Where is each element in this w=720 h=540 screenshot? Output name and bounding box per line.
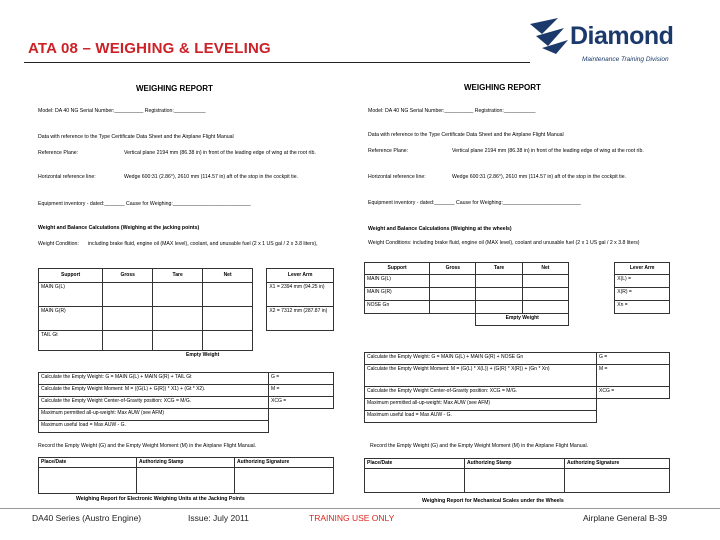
right-weighing-grid <box>364 262 670 326</box>
right-weighing-report <box>364 80 674 510</box>
left-ref-plane-value: Vertical plane 2194 mm (86.38 in) in front of the leading edge of wing at the root rib. <box>124 150 316 156</box>
right-calc-table <box>364 352 670 423</box>
right-data-reference: Data with reference to the Type Certificate Data Sheet and the Airplane Flight Manual <box>368 132 564 138</box>
calc-result[interactable]: M = <box>269 385 334 397</box>
table-gap <box>569 301 615 314</box>
calc-result[interactable]: M = <box>597 365 670 387</box>
left-empty-weight-label: Empty Weight <box>186 352 220 358</box>
left-report-caption: Weighing Report for Electronic Weighing Units at the Jacking Points <box>76 496 245 502</box>
table-blank <box>365 314 476 326</box>
sign-cell-place[interactable] <box>365 469 465 493</box>
calc-text: Calculate the Empty Weight: G = MAIN G(L) + MAIN G(R) + TAIL Gt <box>39 373 269 385</box>
table-cell-tare[interactable] <box>476 275 522 288</box>
slide-title: ATA 08 – WEIGHING & LEVELING <box>28 40 271 57</box>
left-weight-condition-label: Weight Condition: <box>38 241 79 247</box>
diamond-logo <box>528 16 708 70</box>
table-cell-net[interactable] <box>203 307 253 331</box>
logo-wordmark: Diamond <box>570 22 674 50</box>
table-cell-lever: X(L) = <box>615 275 670 288</box>
left-calc-heading: Weight and Balance Calculations (Weighing at the jacking points) <box>38 225 200 231</box>
sign-header: Place/Date <box>365 459 465 469</box>
table-gap <box>569 263 615 275</box>
calc-result[interactable]: XCG = <box>269 397 334 409</box>
sign-header: Place/Date <box>39 458 137 468</box>
table-blank <box>39 351 153 365</box>
table-cell-lever: Xn = <box>615 301 670 314</box>
right-model-line: Model: DA 40 NG Serial Number:__________ Registration:___________ <box>368 108 536 114</box>
left-record-line: Record the Empty Weight (G) and the Empty Weight Moment (M) in the Airplane Flight Manual. <box>38 443 257 449</box>
table-header: Gross <box>103 269 153 283</box>
calc-result <box>597 399 670 411</box>
calc-text: Calculate the Empty Weight Center-of-Gravity position: XCG = M/G. <box>365 387 597 399</box>
left-report-heading: WEIGHING REPORT <box>136 84 213 93</box>
right-ref-plane-value: Vertical plane 2194 mm (86.38 in) in front of the leading edge of wing at the root rib. <box>452 148 644 154</box>
right-horizontal-label: Horizontal reference line: <box>368 174 426 180</box>
right-report-caption: Weighing Report for Mechanical Scales under the Wheels <box>422 498 564 504</box>
table-header: Gross <box>430 263 476 275</box>
diamond-swoosh-icon <box>528 16 572 56</box>
table-header: Support <box>39 269 103 283</box>
calc-result[interactable]: G = <box>269 373 334 385</box>
table-gap <box>569 288 615 301</box>
table-gap <box>253 283 267 307</box>
calc-result <box>269 421 334 433</box>
table-blank <box>569 314 670 326</box>
table-cell-tare[interactable] <box>153 283 203 307</box>
calc-text: Calculate the Empty Weight Moment: M = (G(L) * X(L)) + (G(R) * X(R)) + (Gn * Xn) <box>365 365 597 387</box>
footer-issue: Issue: July 2011 <box>188 513 249 523</box>
left-model-line: Model: DA 40 NG Serial Number:__________ Registration:___________ <box>38 108 206 114</box>
sign-cell-stamp[interactable] <box>137 468 235 494</box>
left-ref-plane-label: Reference Plane: <box>38 150 79 156</box>
table-cell-gross[interactable] <box>430 275 476 288</box>
sign-header: Authorizing Stamp <box>137 458 235 468</box>
sign-cell-place[interactable] <box>39 468 137 494</box>
calc-text: Maximum useful load = Max AUW - G. <box>365 411 597 423</box>
table-cell-lever <box>267 331 334 351</box>
table-cell-tare[interactable] <box>476 301 522 314</box>
right-signature-table <box>364 458 670 493</box>
sign-header: Authorizing Signature <box>235 458 334 468</box>
right-equipment-line: Equipment inventory - dated:_______ Cause for Weighing:___________________________ <box>368 200 581 206</box>
left-signature-table <box>38 457 334 494</box>
calc-text: Calculate the Empty Weight Moment: M = ((G(L) + G(R)) * X1) + (Gt * X2). <box>39 385 269 397</box>
table-cell-support: NOSE Gn <box>365 301 430 314</box>
table-cell-support: TAIL Gt <box>39 331 103 351</box>
table-header: Lever Arm <box>615 263 670 275</box>
table-cell-lever: X(R) = <box>615 288 670 301</box>
right-weighing-table <box>364 242 670 256</box>
footer-series: DA40 Series (Austro Engine) <box>32 513 142 523</box>
table-cell-lever: X1 = 2394 mm (94.25 in) <box>267 283 334 307</box>
title-underline <box>24 62 530 63</box>
calc-result[interactable]: XCG = <box>597 387 670 399</box>
footer-divider <box>0 508 720 509</box>
left-data-reference: Data with reference to the Type Certificate Data Sheet and the Airplane Flight Manual <box>38 134 234 140</box>
left-weight-condition-value: including brake fluid, engine oil (MAX level), coolant, and unusable fuel (2 x 1 US gal / 2 x 3.8 liters), <box>88 241 318 247</box>
calc-result[interactable]: G = <box>597 353 670 365</box>
left-weighing-report <box>34 80 334 510</box>
right-record-line: Record the Empty Weight (G) and the Empty Weight Moment (M) in the Airplane Flight Manual. <box>370 443 589 449</box>
table-cell-tare[interactable] <box>153 331 203 351</box>
table-cell-net[interactable] <box>203 331 253 351</box>
table-header: Tare <box>153 269 203 283</box>
calc-result <box>597 411 670 423</box>
table-cell-support: MAIN G(L) <box>365 275 430 288</box>
calc-text: Maximum permitted all-up-weight: Max AUW (see AFM) <box>39 409 269 421</box>
table-cell-gross[interactable] <box>430 301 476 314</box>
sign-cell-stamp[interactable] <box>465 469 565 493</box>
right-weight-condition: Weight Conditions: including brake fluid, engine oil (MAX level), coolant and unusable fuel (2 x 1 US gal / 2 x 3.8 liters) <box>368 240 640 246</box>
right-horizontal-value: Wedge 600:31 (2.86°), 2610 mm (114.57 in) aft of the stop in the cockpit tie. <box>452 174 627 180</box>
right-ref-plane-label: Reference Plane: <box>368 148 409 154</box>
calc-text: Maximum permitted all-up-weight: Max AUW (see AFM) <box>365 399 597 411</box>
left-horizontal-value: Wedge 600:31 (2.86°), 2610 mm (114.57 in) aft of the stop in the cockpit tie. <box>124 174 299 180</box>
table-cell-tare[interactable] <box>153 307 203 331</box>
calc-text: Calculate the Empty Weight: G = MAIN G(L) + MAIN G(R) + NOSE Gn <box>365 353 597 365</box>
table-cell-support: MAIN G(L) <box>39 283 103 307</box>
table-cell-net[interactable] <box>522 288 568 301</box>
left-calc-table <box>38 372 334 433</box>
table-gap <box>253 307 267 331</box>
left-weighing-table <box>38 268 334 365</box>
table-cell-gross[interactable] <box>103 331 153 351</box>
table-gap <box>253 331 267 351</box>
table-cell-net[interactable] <box>203 283 253 307</box>
sign-cell-signature[interactable] <box>565 469 670 493</box>
table-header: Net <box>203 269 253 283</box>
sign-header: Authorizing Signature <box>565 459 670 469</box>
table-blank <box>253 351 334 365</box>
table-header: Support <box>365 263 430 275</box>
logo-subtitle: Maintenance Training Division <box>582 56 669 63</box>
footer-page-label: Airplane General B-39 <box>583 513 668 523</box>
calc-result <box>269 409 334 421</box>
table-header: Lever Arm <box>267 269 334 283</box>
sign-cell-signature[interactable] <box>235 468 334 494</box>
table-header: Net <box>522 263 568 275</box>
table-gap <box>569 275 615 288</box>
calc-text: Calculate the Empty Weight Center-of-Gravity position: XCG = M/G. <box>39 397 269 409</box>
table-cell-tare[interactable] <box>476 288 522 301</box>
left-horizontal-label: Horizontal reference line: <box>38 174 96 180</box>
table-cell-net[interactable] <box>522 301 568 314</box>
table-cell-support: MAIN G(R) <box>39 307 103 331</box>
right-report-heading: WEIGHING REPORT <box>464 83 541 92</box>
table-cell-net[interactable] <box>522 275 568 288</box>
table-cell-gross[interactable] <box>430 288 476 301</box>
table-cell-support: MAIN G(R) <box>365 288 430 301</box>
table-cell-gross[interactable] <box>103 307 153 331</box>
table-header: Tare <box>476 263 522 275</box>
sign-header: Authorizing Stamp <box>465 459 565 469</box>
calc-text: Maximum useful load = Max AUW - G. <box>39 421 269 433</box>
table-cell-lever: X2 = 7312 mm (287.87 in) <box>267 307 334 331</box>
left-equipment-line: Equipment inventory - dated:_______ Cause for Weighing:___________________________ <box>38 201 251 207</box>
table-gap <box>253 269 267 283</box>
footer-training-notice: TRAINING USE ONLY <box>309 513 395 523</box>
table-cell-gross[interactable] <box>103 283 153 307</box>
right-empty-weight-label: Empty Weight <box>476 314 569 326</box>
right-calc-heading: Weight and Balance Calculations (Weighing at the wheels) <box>368 226 512 232</box>
